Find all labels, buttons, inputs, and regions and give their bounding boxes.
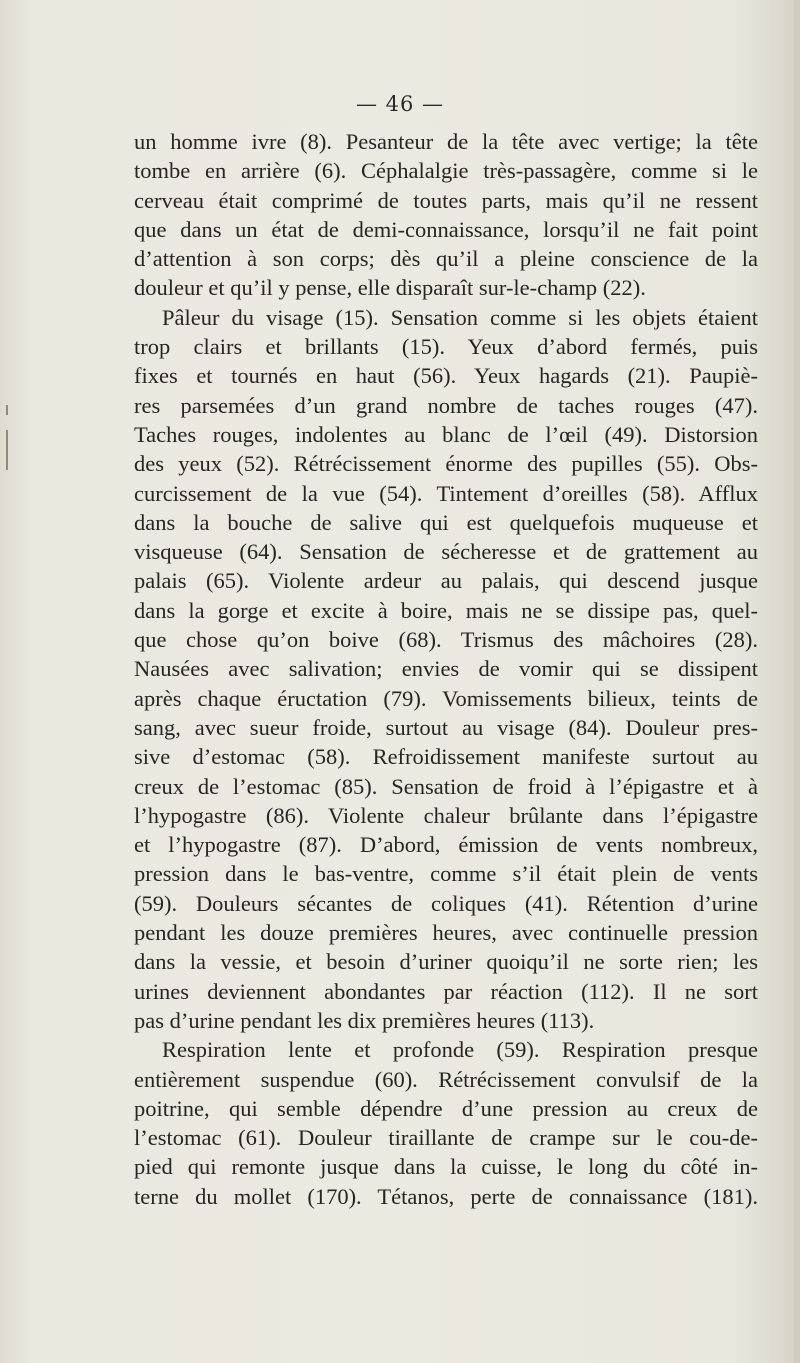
text-line: sive d’estomac (58). Refroidissement manifeste surtout au bbox=[134, 744, 758, 770]
text-line: curcissement de la vue (54). Tintement d’oreilles (58). Afflux bbox=[134, 480, 758, 506]
text-line: que dans un état de demi-connaissance, lorsqu’il ne fait point bbox=[134, 216, 758, 242]
text-line: palais (65). Violente ardeur au palais, qui descend jusque bbox=[134, 568, 758, 594]
text-line: pied qui remonte jusque dans la cuisse, le long du côté in- bbox=[134, 1154, 758, 1180]
text-line: après chaque éructation (79). Vomissements bilieux, teints de bbox=[134, 685, 758, 711]
text-line: tombe en arrière (6). Céphalalgie très-passagère, comme si le bbox=[134, 158, 758, 184]
text-line: l’estomac (61). Douleur tiraillante de crampe sur le cou-de- bbox=[134, 1125, 758, 1151]
text-line: d’attention à son corps; dès qu’il a pleine conscience de la bbox=[134, 246, 758, 272]
text-line: res parsemées d’un grand nombre de taches rouges (47). bbox=[134, 392, 758, 418]
text-line: un homme ivre (8). Pesanteur de la tête avec vertige; la tête bbox=[134, 129, 758, 154]
text-line: pendant les douze premières heures, avec continuelle pression bbox=[134, 920, 758, 946]
text-line: pas d’urine pendant les dix premières heures (113). bbox=[134, 1007, 595, 1033]
text-line: cerveau était comprimé de toutes parts, mais qu’il ne ressent bbox=[134, 187, 758, 213]
text-line: Respiration lente et profonde (59). Respiration presque bbox=[162, 1037, 758, 1063]
text-line: que chose qu’on boive (68). Trismus des mâchoires (28). bbox=[134, 627, 758, 653]
text-line: creux de l’estomac (85). Sensation de froid à l’épigastre et à bbox=[134, 773, 758, 799]
text-line: sang, avec sueur froide, surtout au visage (84). Douleur pres- bbox=[134, 714, 758, 740]
text-line: fixes et tournés en haut (56). Yeux hagards (21). Paupiè- bbox=[134, 363, 758, 389]
text-line: et l’hypogastre (87). D’abord, émission de vents nombreux, bbox=[134, 832, 758, 858]
text-line: dans la bouche de salive qui est quelquefois muqueuse et bbox=[134, 509, 758, 535]
text-line: urines deviennent abondantes par réaction (112). Il ne sort bbox=[134, 978, 758, 1004]
text-line: douleur et qu’il y pense, elle disparaît sur-le-champ (22). bbox=[134, 275, 646, 301]
text-line: pression dans le bas-ventre, comme s’il était plein de vents bbox=[134, 861, 758, 887]
text-line: visqueuse (64). Sensation de sécheresse et de grattement au bbox=[134, 539, 758, 565]
page-number: — 46 — bbox=[355, 92, 445, 116]
text-line: des yeux (52). Rétrécissement énorme des pupilles (55). Obs- bbox=[134, 451, 758, 477]
text-line: dans la gorge et excite à boire, mais ne se dissipe pas, quel- bbox=[134, 597, 758, 623]
page-edge-shadow bbox=[794, 0, 800, 1363]
margin-mark bbox=[6, 405, 8, 415]
text-line: Nausées avec salivation; envies de vomir qui se dissipent bbox=[134, 656, 758, 682]
margin-mark bbox=[6, 430, 8, 470]
text-line: trop clairs et brillants (15). Yeux d’abord fermés, puis bbox=[134, 334, 758, 360]
text-line: terne du mollet (170). Tétanos, perte de connaissance (181). bbox=[134, 1183, 758, 1209]
text-line: poitrine, qui semble dépendre d’une pression au creux de bbox=[134, 1095, 758, 1121]
body-text bbox=[134, 127, 758, 1211]
text-line: Taches rouges, indolentes au blanc de l’œil (49). Distorsion bbox=[134, 421, 758, 447]
text-line: (59). Douleurs sécantes de coliques (41). Rétention d’urine bbox=[134, 890, 758, 916]
text-line: dans la vessie, et besoin d’uriner quoiqu’il ne sorte rien; les bbox=[134, 949, 758, 975]
text-line: entièrement suspendue (60). Rétrécissement convulsif de la bbox=[134, 1066, 758, 1092]
text-line: l’hypogastre (86). Violente chaleur brûlante dans l’épigastre bbox=[134, 802, 758, 828]
text-line: Pâleur du visage (15). Sensation comme si les objets étaient bbox=[162, 304, 758, 330]
